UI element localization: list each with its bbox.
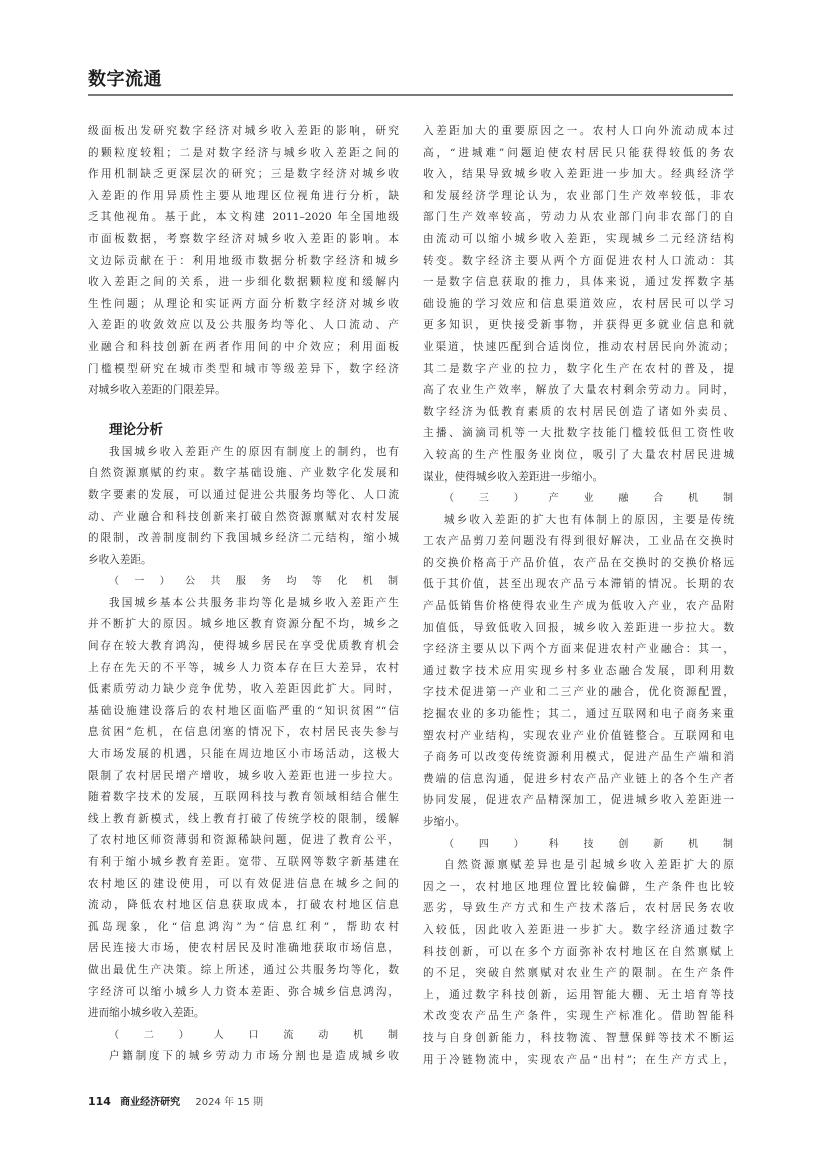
text-line: 了农村地区师资薄弱和资源稀缺问题，促进了教育公平， — [88, 834, 399, 847]
section-header-title: 数字流通 — [88, 69, 162, 90]
text-line: 字技术促进第一产业和二三产业的融合，优化资源配置， — [423, 686, 734, 699]
text-line: 字经济主要从以下两个方面来促进农村产业融合：其一， — [423, 643, 734, 656]
text-line: 高，“进城难”问题迫使农村居民只能获得较低的务农 — [423, 146, 734, 159]
text-line: 部门生产效率较高，劳动力从农业部门向非农部门的自 — [423, 211, 734, 224]
text-line: 入较高的生产性服务业岗位，吸引了大量农村居民进城 — [423, 448, 734, 461]
population-flow-paragraph-start — [88, 1046, 399, 1068]
journal-name: 商业经济研究 — [120, 1097, 181, 1108]
text-line: 础设施的学习效应和信息渠道效应，农村居民可以学习 — [423, 297, 734, 310]
public-service-paragraph — [88, 593, 399, 1025]
text-line: 生性问题；从理论和实证两方面分析数字经济对城乡收 — [88, 297, 399, 310]
text-line: 其二是数字产业的拉力，数字化生产在农村的普及，提 — [423, 362, 734, 375]
text-line: 入差距加大的重要原因之一。农村人口向外流动成本过 — [423, 125, 734, 137]
text-line: 的交换价格高于产品价值，农产品在交换时的交换价格远 — [423, 556, 734, 569]
text-line: 进而缩小城乡收入差距。 — [88, 1007, 205, 1020]
text-line: 自然资源禀赋的约束。数字基础设施、产业数字化发展和 — [88, 467, 399, 480]
text-line: 动、产业融合和科技创新来打破自然资源禀赋对农村发展 — [88, 510, 399, 523]
text-line: 恶劣，导致生产方式和生产技术落后，农村居民务农收 — [423, 902, 734, 915]
subsection-heading-industry-integration: （三）产业融合机制 — [444, 493, 734, 505]
left-column — [88, 121, 399, 1068]
theory-paragraph — [88, 442, 399, 572]
subsection-heading-tech-innovation: （四）科技创新机制 — [444, 838, 734, 850]
text-line: 上，通过数字科技创新，运用智能大棚、无土培育等技 — [423, 988, 734, 1001]
text-line: 术改变农产品生产条件，实现生产标准化。借助智能科 — [423, 1010, 734, 1023]
text-line: 低素质劳动力缺少竞争优势，收入差距因此扩大。同时， — [88, 683, 399, 696]
text-line: 入差距的作用异质性主要从地理区位视角进行分析，缺 — [88, 189, 399, 202]
text-line: 一是数字信息获取的推力，具体来说，通过发挥数字基 — [423, 276, 734, 289]
text-line: 市面板数据，考察数字经济对城乡收入差距的影响。本 — [88, 232, 399, 245]
page-footer — [88, 1093, 263, 1108]
text-line: 息贫困”危机，在信息闭塞的情况下，农村居民丧失参与 — [88, 726, 399, 739]
text-line: 加值低，导致低收入回报，城乡收入差距进一步拉大。数 — [423, 621, 734, 634]
text-line: 入差距的收敛效应以及公共服务均等化、人口流动、产 — [88, 319, 399, 332]
text-line: 由流动可以缩小城乡收入差距，实现城乡二元经济结构 — [423, 232, 734, 245]
text-line: 乡收入差距。 — [88, 553, 152, 566]
text-line: 技与自身创新能力，科技物流、智慧保鲜等技术不断运 — [423, 1031, 734, 1044]
text-line: 入较低，因此收入差距进一步扩大。数字经济通过数字 — [423, 923, 734, 936]
text-line: 流动，降低农村地区信息获取成本，打破农村地区信息 — [88, 899, 399, 912]
text-line: 业融合和科技创新在两者作用间的中介效应；利用面板 — [88, 340, 399, 353]
text-line: 业渠道，快速匹配到合适岗位，推动农村居民向外流动； — [423, 340, 734, 353]
text-line: 谋业，使得城乡收入差距进一步缩小。 — [423, 470, 604, 483]
text-line: 字经济可以缩小城乡人力资本差距、弥合城乡信息鸿沟， — [88, 985, 399, 998]
text-line: 收入差距之间的关系，进一步细化数据颗粒度和缓解内 — [88, 276, 399, 289]
running-header — [88, 68, 733, 96]
text-line: 通过数字技术应用实现乡村多业态融合发展，即利用数 — [423, 664, 734, 677]
text-line: 科技创新，可以在多个方面弥补农村地区在自然禀赋上 — [423, 945, 734, 958]
text-line: 有利于缩小城乡教育差距。宽带、互联网等数字新基建在 — [88, 856, 399, 868]
text-line: 收入，结果导致城乡收入差距进一步加大。经典经济学 — [423, 168, 734, 181]
text-line: 工农产品剪刀差问题没有得到很好解决，工业品在交换时 — [423, 535, 734, 548]
text-line: 转变。数字经济主要从两个方面促进农村人口流动：其 — [423, 254, 734, 267]
text-line: 线上教育新模式，线上教育打破了传统学校的限制，缓解 — [88, 812, 399, 825]
text-line: 对城乡收入差距的门限差异。 — [88, 384, 226, 397]
text-line: 和发展经济学理论认为，农业部门生产效率较低，非农 — [423, 189, 734, 202]
text-line: 并不断扩大的原因。城乡地区教育资源分配不均，城乡之 — [88, 618, 399, 631]
text-line: 间存在较大教育鸿沟，使得城乡居民在享受优质教育机会 — [88, 640, 399, 653]
text-line: 数字要素的发展，可以通过促进公共服务均等化、人口流 — [88, 488, 399, 501]
text-line: 数字经济为低教育素质的农村居民创造了诸如外卖员、 — [423, 405, 734, 418]
population-flow-paragraph-cont — [423, 121, 734, 488]
text-line: 子商务可以改变传统资源利用模式，促进产品生产端和消 — [423, 751, 734, 764]
text-line: 农村地区的建设使用，可以有效促进信息在城乡之间的 — [88, 877, 399, 890]
industry-integration-paragraph — [423, 510, 734, 834]
page-number: 114 — [88, 1095, 111, 1108]
text-line: 低于其价值，甚至出现农产品亏本滞销的情况。长期的农 — [423, 578, 734, 591]
text-line: 级面板出发研究数字经济对城乡收入差距的影响，研究 — [88, 125, 399, 137]
text-line: 自然资源禀赋差异也是引起城乡收入差距扩大的原 — [444, 859, 734, 872]
text-line: 塑农村产业结构，实现农业产业价值链整合。互联网和电 — [423, 729, 734, 742]
text-line: 的不足，突破自然禀赋对农业生产的限制。在生产条件 — [423, 967, 734, 980]
intro-paragraph — [88, 121, 399, 402]
text-line: 户籍制度下的城乡劳动力市场分割也是造成城乡收 — [109, 1050, 399, 1063]
text-line: 更多知识，更快接受新事物，并获得更多就业信息和就 — [423, 319, 734, 332]
tech-innovation-paragraph — [423, 855, 734, 1071]
issue-label: 2024 年 15 期 — [195, 1097, 264, 1108]
text-line: 随着数字技术的发展，互联网科技与教育领域相结合催生 — [88, 791, 399, 804]
text-line: 限制了农村居民增产增收，城乡收入差距也进一步拉大。 — [88, 769, 399, 782]
subsection-heading-population-flow: （二）人口流动机制 — [109, 1029, 399, 1041]
subsection-heading-public-service: （一）公共服务均等化机制 — [109, 576, 399, 588]
text-line: 门槛模型研究在城市类型和城市等级差异下，数字经济 — [88, 362, 399, 375]
text-line: 我国城乡收入差距产生的原因有制度上的制约，也有 — [109, 445, 399, 458]
text-line: 大市场发展的机遇，只能在周边地区小市场活动，这极大 — [88, 748, 399, 761]
text-line: 城乡收入差距的扩大也有体制上的原因，主要是传统 — [444, 513, 734, 526]
right-column — [423, 121, 734, 1071]
text-line: 用于冷链物流中，实现农产品“出村”；在生产方式上， — [423, 1053, 734, 1066]
text-line: 主播、滴滴司机等一大批数字技能门槛较低但工资性收 — [423, 427, 734, 440]
text-line: 费端的信息沟通，促进乡村农产品产业链上的各个生产者 — [423, 772, 734, 785]
text-line: 作用机制缺乏更深层次的研究；三是数字经济对城乡收 — [88, 168, 399, 181]
text-line: 因之一，农村地区地理位置比较偏僻，生产条件也比较 — [423, 880, 734, 893]
text-line: 步缩小。 — [423, 816, 466, 828]
text-line: 的限制，改善制度制约下我国城乡经济二元结构，缩小城 — [88, 532, 399, 545]
text-line: 孤岛现象，化“信息鸿沟”为“信息红利”，帮助农村 — [88, 920, 399, 933]
text-line: 高了农业生产效率，解放了大量农村剩余劳动力。同时， — [423, 384, 734, 397]
text-line: 的颗粒度较粗；二是对数字经济与城乡收入差距之间的 — [88, 146, 399, 159]
text-line: 文边际贡献在于：利用地级市数据分析数字经济和城乡 — [88, 254, 399, 267]
text-line: 居民连接大市场，使农村居民及时准确地获取市场信息， — [88, 942, 399, 955]
text-line: 乏其他视角。基于此，本文构建 2011–2020 年全国地级 — [88, 211, 399, 224]
header-divider — [88, 94, 733, 96]
text-line: 协同发展，促进农产品精深加工，促进城乡收入差距进一 — [423, 794, 734, 807]
text-line: 做出最优生产决策。综上所述，通过公共服务均等化，数 — [88, 963, 399, 976]
section-heading-theory: 理论分析 — [109, 421, 163, 438]
text-line: 我国城乡基本公共服务非均等化是城乡收入差距产生 — [109, 596, 399, 609]
text-line: 上存在先天的不平等，城乡人力资本存在巨大差异，农村 — [88, 661, 399, 674]
text-line: 基础设施建设落后的农村地区面临严重的“知识贫困”“信 — [88, 704, 399, 717]
text-line: 产品低销售价格使得农业生产成为低收入产业，农产品附 — [423, 600, 734, 613]
text-line: 挖掘农业的多功能性；其二，通过互联网和电子商务来重 — [423, 708, 734, 721]
